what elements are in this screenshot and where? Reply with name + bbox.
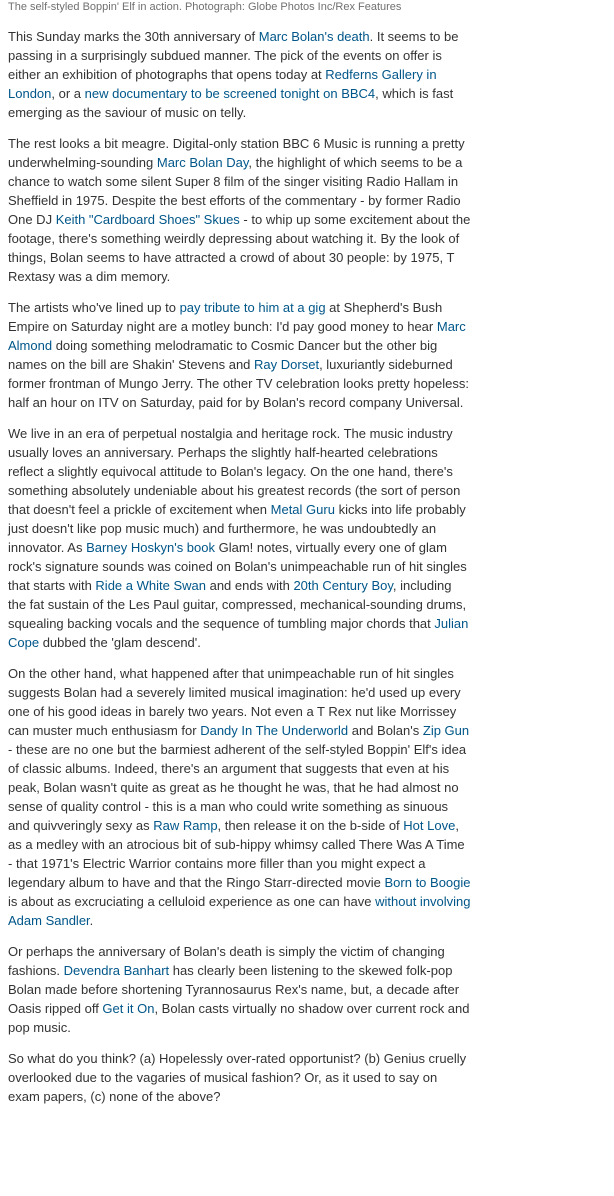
- paragraph-text: Or perhaps the anniversary of Bolan's death is simply the victim of changing fashions.: [8, 944, 445, 978]
- paragraph-4: [8, 424, 472, 652]
- inline-link[interactable]: Keith "Cardboard Shoes" Skues: [55, 212, 240, 227]
- inline-link[interactable]: pay tribute to him at a gig: [179, 300, 326, 315]
- paragraph-1: [8, 27, 472, 122]
- paragraph-text: dubbed the 'glam descend'.: [39, 635, 201, 650]
- inline-link[interactable]: 20th Century Boy: [293, 578, 393, 593]
- paragraph-text: and ends with: [205, 578, 294, 593]
- paragraph-2: [8, 134, 472, 286]
- paragraph-3: [8, 298, 472, 412]
- inline-link[interactable]: Get it On: [102, 1001, 155, 1016]
- paragraph-text: - to whip up some excitement about the footage, there's something weirdly depressing about watching it. By the look of things, Bolan seems to have attracted a crowd of about 30 people: by 1975, T Rextasy was a dim memory.: [8, 212, 471, 284]
- paragraph-text: is about as excruciating a celluloid experience as one can have: [8, 894, 376, 909]
- inline-link[interactable]: Ray Dorset: [254, 357, 320, 372]
- inline-link[interactable]: Zip Gun: [422, 723, 470, 738]
- paragraph-text: The artists who've lined up to: [8, 300, 180, 315]
- paragraph-text: and Bolan's: [348, 723, 423, 738]
- paragraph-text: Glam! notes, virtually every one of glam rock's signature sounds was coined on Bolan's unimpeachable run of hit singles that starts with: [8, 540, 467, 593]
- paragraph-5: [8, 664, 472, 930]
- inline-link[interactable]: new documentary to be screened tonight on BBC4: [84, 86, 376, 101]
- paragraph-text: , the highlight of which seems to be a chance to watch some silent Super 8 film of the singer visiting Radio Hallam in Sheffield in 1975. Despite the best efforts of the commentary - by former Radio One DJ: [8, 155, 463, 227]
- inline-link[interactable]: Metal Guru: [270, 502, 335, 517]
- paragraph-text: .: [89, 913, 94, 928]
- paragraph-6: [8, 942, 472, 1037]
- paragraph-text: The rest looks a bit meagre. Digital-only station BBC 6 Music is running a pretty underwhelming-sounding: [8, 136, 465, 170]
- paragraph-text: , then release it on the b-side of: [217, 818, 404, 833]
- paragraph-text: , or a: [51, 86, 85, 101]
- paragraph-text: We live in an era of perpetual nostalgia and heritage rock. The music industry usually loves an anniversary. Perhaps the slightly half-hearted celebrations reflect a slightly equivocal attitude to Bolan's legacy. On the one hand, there's something absolutely undeniable about his greatest records (the sort of person that doesn't feel a prickle of excitement when: [8, 426, 461, 517]
- paragraph-text: at Shepherd's Bush Empire on Saturday night are a motley bunch: I'd pay good money to hear: [8, 300, 443, 334]
- inline-link[interactable]: Marc Bolan's death: [258, 29, 370, 44]
- paragraph-text: . It seems to be passing in a surprisingly subdued manner. The pick of the events on offer is either an exhibition of photographs that opens today at: [8, 29, 459, 82]
- paragraph-text: , as a medley with an atrocious bit of sub-hippy whimsy called There Was A Time - that 1971's Electric Warrior contains more filler than you might expect a legendary album to have and that the Ringo Starr-directed movie: [8, 818, 465, 890]
- paragraph-text: This Sunday marks the 30th anniversary of: [8, 29, 259, 44]
- paragraph-text: , Bolan casts virtually no shadow over current rock and pop music.: [8, 1001, 470, 1035]
- inline-link[interactable]: Born to Boogie: [384, 875, 471, 890]
- paragraph-text: kicks into life probably just doesn't like pop music much) and furthermore, he was undoubtedly an innovator. As: [8, 502, 466, 555]
- photo-caption: The self-styled Boppin' Elf in action. Photograph: Globe Photos Inc/Rex Features: [8, 1, 402, 13]
- article-body: [8, 0, 472, 1118]
- inline-link[interactable]: Redferns Gallery in London: [8, 67, 437, 101]
- inline-link[interactable]: Marc Almond: [8, 319, 466, 353]
- inline-link[interactable]: Ride a White Swan: [95, 578, 206, 593]
- inline-link[interactable]: Hot Love: [403, 818, 456, 833]
- inline-link[interactable]: Dandy In The Underworld: [200, 723, 349, 738]
- paragraph-text: - these are no one but the barmiest adherent of the self-styled Boppin' Elf's idea of classic albums. Indeed, there's an argument that suggests that even at his peak, Bolan wasn't quite as great as he thought he was, that he had almost no sense of quality control - this is a man who could write something as sinuous and quivveringly sexy as: [8, 742, 467, 833]
- paragraph-text: , luxuriantly sideburned former frontman of Mungo Jerry. The other TV celebration looks pretty hopeless: half an hour on ITV on Saturday, paid for by Bolan's record company Universal.: [8, 357, 469, 410]
- inline-link[interactable]: Devendra Banhart: [63, 963, 170, 978]
- paragraph-7: [8, 1049, 472, 1106]
- inline-link[interactable]: Barney Hoskyn's book: [86, 540, 215, 555]
- paragraph-text: , including the fat sustain of the Les Paul guitar, compressed, mechanical-sounding drums, squealing backing vocals and the sequence of tumbling major chords that: [8, 578, 467, 631]
- inline-link[interactable]: Marc Bolan Day: [156, 155, 249, 170]
- paragraph-text: has clearly been listening to the skewed folk-pop Bolan made before shortening Tyrannosaurus Rex's name, but, a decade after Oasis ripped off: [8, 963, 460, 1016]
- paragraph-text: doing something melodramatic to Cosmic Dancer but the other big names on the bill are Shakin' Stevens and: [8, 338, 438, 372]
- inline-link[interactable]: without involving Adam Sandler: [8, 894, 471, 928]
- paragraph-text: , which is fast emerging as the saviour of music on telly.: [8, 86, 454, 120]
- inline-link[interactable]: Raw Ramp: [153, 818, 218, 833]
- paragraph-text: On the other hand, what happened after that unimpeachable run of hit singles suggests Bolan had a severely limited musical imagination: he'd used up every one of his good ideas in barely two years. Not even a T Rex nut like Morrissey can muster much enthusiasm for: [8, 666, 461, 738]
- paragraph-text: So what do you think? (a) Hopelessly over-rated opportunist? (b) Genius cruelly overlooked due to the vagaries of musical fashion? Or, as it used to say on exam papers, (c) none of the above?: [8, 1051, 467, 1104]
- inline-link[interactable]: Julian Cope: [8, 616, 469, 650]
